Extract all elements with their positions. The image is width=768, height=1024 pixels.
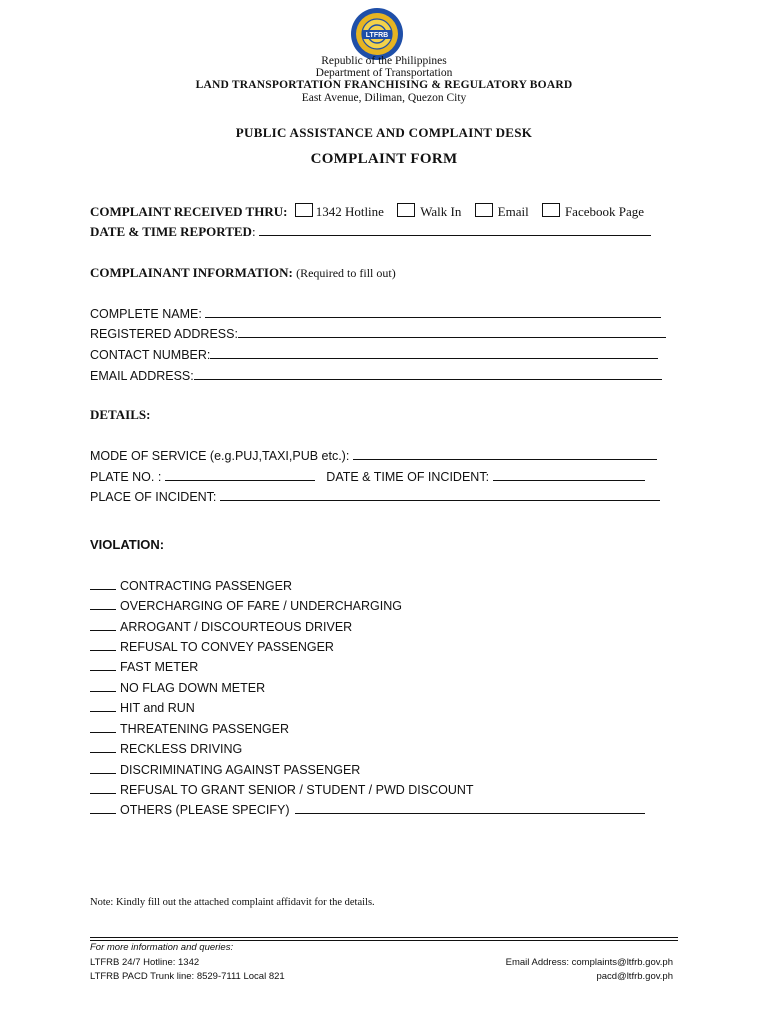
incident-date-field[interactable]	[493, 469, 645, 481]
affidavit-note: Note: Kindly fill out the attached complaint affidavit for the details.	[90, 897, 375, 908]
date-reported-label: DATE & TIME REPORTED	[90, 224, 252, 239]
violation-item	[90, 659, 198, 674]
email-option-label: Email	[497, 204, 529, 219]
received-thru-row	[90, 203, 644, 219]
walk-in-option-label: Walk In	[420, 204, 462, 219]
contact-number-label: CONTACT NUMBER:	[90, 348, 211, 362]
violation-item	[90, 639, 334, 654]
hotline-option-label: 1342 Hotline	[315, 204, 384, 219]
violation-label: OVERCHARGING OF FARE / UNDERCHARGING	[120, 599, 402, 613]
violation-item	[90, 680, 265, 695]
footer-email-complaints: Email Address: complaints@ltfrb.gov.ph	[505, 957, 673, 968]
violation-item	[90, 762, 360, 777]
violation-label: OTHERS (PLEASE SPECIFY)	[120, 803, 290, 817]
header-board: LAND TRANSPORTATION FRANCHISING & REGULATORY BOARD	[195, 79, 573, 91]
plate-field[interactable]	[165, 469, 315, 481]
violation-blank[interactable]	[90, 721, 116, 733]
violation-blank[interactable]	[90, 782, 116, 794]
violation-item	[90, 598, 402, 613]
violation-item	[90, 721, 289, 736]
desk-title: PUBLIC ASSISTANCE AND COMPLAINT DESK	[235, 125, 533, 140]
header-address: East Avenue, Diliman, Quezon City	[301, 92, 467, 104]
violation-item	[90, 578, 292, 593]
place-of-incident-label: PLACE OF INCIDENT:	[90, 490, 217, 504]
ltfrb-seal-logo	[346, 6, 408, 62]
complete-name-field[interactable]	[205, 306, 661, 318]
mode-of-service-field[interactable]	[353, 448, 657, 460]
violation-blank[interactable]	[90, 700, 116, 712]
complete-name-label: COMPLETE NAME:	[90, 307, 202, 321]
email-address-row	[90, 368, 662, 384]
walk-in-checkbox[interactable]	[397, 203, 415, 217]
form-title: COMPLAINT FORM	[310, 151, 458, 167]
date-reported-field[interactable]	[259, 224, 651, 236]
place-of-incident-field[interactable]	[220, 489, 660, 501]
header-department: Department of Transportation	[315, 67, 453, 79]
footer-hotline: LTFRB 24/7 Hotline: 1342	[90, 957, 200, 968]
violation-blank[interactable]	[90, 762, 116, 774]
logo-lettering: LTFRB	[365, 32, 389, 39]
footer-email-pacd: pacd@ltfrb.gov.ph	[596, 971, 673, 982]
violation-blank[interactable]	[90, 619, 116, 631]
others-specify-field[interactable]	[295, 802, 645, 814]
violation-blank[interactable]	[90, 659, 116, 671]
header-republic: Republic of the Philippines	[321, 55, 447, 67]
contact-number-field[interactable]	[210, 347, 658, 359]
violation-item	[90, 782, 474, 797]
violation-item	[90, 619, 352, 634]
contact-number-row	[90, 347, 658, 363]
violation-label: HIT and RUN	[120, 701, 195, 715]
violation-blank[interactable]	[90, 578, 116, 590]
email-checkbox[interactable]	[475, 203, 493, 217]
registered-address-row	[90, 326, 666, 342]
violation-item	[90, 700, 195, 715]
received-thru-label: COMPLAINT RECEIVED THRU:	[90, 204, 288, 219]
violation-blank[interactable]	[90, 639, 116, 651]
violation-label: ARROGANT / DISCOURTEOUS DRIVER	[120, 620, 353, 634]
violation-label: FAST METER	[120, 660, 199, 674]
date-reported-colon: :	[251, 224, 256, 239]
registered-address-label: REGISTERED ADDRESS:	[90, 327, 238, 341]
violation-label: DISCRIMINATING AGAINST PASSENGER	[120, 763, 361, 777]
plate-row	[90, 469, 645, 485]
complainant-info-label: COMPLAINANT INFORMATION:	[90, 265, 293, 280]
violation-label: NO FLAG DOWN METER	[120, 681, 266, 695]
violation-label: REFUSAL TO CONVEY PASSENGER	[120, 640, 334, 654]
violation-label: THREATENING PASSENGER	[120, 722, 290, 736]
violation-blank[interactable]	[90, 680, 116, 692]
footer-trunk-line: LTFRB PACD Trunk line: 8529-7111 Local 821	[90, 971, 285, 982]
footer-more-info: For more information and queries:	[90, 942, 234, 953]
place-of-incident-row	[90, 489, 660, 505]
violation-item	[90, 741, 242, 756]
footer-rule-bottom	[90, 940, 678, 941]
violation-item	[90, 802, 645, 817]
hotline-checkbox[interactable]	[295, 203, 313, 217]
plate-label: PLATE NO. :	[90, 470, 162, 484]
incident-date-label: DATE & TIME OF INCIDENT:	[326, 470, 490, 484]
mode-of-service-label: MODE OF SERVICE (e.g.PUJ,TAXI,PUB etc.):	[90, 449, 350, 463]
complainant-info-heading	[90, 265, 396, 281]
mode-of-service-row	[90, 448, 657, 464]
violation-label: REFUSAL TO GRANT SENIOR / STUDENT / PWD DISCOUNT	[120, 783, 474, 797]
registered-address-field[interactable]	[238, 326, 666, 338]
complainant-info-note: (Required to fill out)	[296, 266, 396, 280]
details-heading: DETAILS:	[90, 407, 151, 422]
violation-label: RECKLESS DRIVING	[120, 742, 243, 756]
violation-heading: VIOLATION:	[90, 537, 165, 552]
footer-rule-top	[90, 937, 678, 938]
violation-blank[interactable]	[90, 802, 116, 814]
complete-name-row	[90, 306, 661, 322]
email-address-label: EMAIL ADDRESS:	[90, 369, 194, 383]
violation-blank[interactable]	[90, 598, 116, 610]
date-reported-row	[90, 224, 651, 239]
violation-blank[interactable]	[90, 741, 116, 753]
violation-label: CONTRACTING PASSENGER	[120, 579, 293, 593]
facebook-page-checkbox[interactable]	[542, 203, 560, 217]
email-address-field[interactable]	[194, 368, 662, 380]
facebook-page-option-label: Facebook Page	[564, 204, 644, 219]
